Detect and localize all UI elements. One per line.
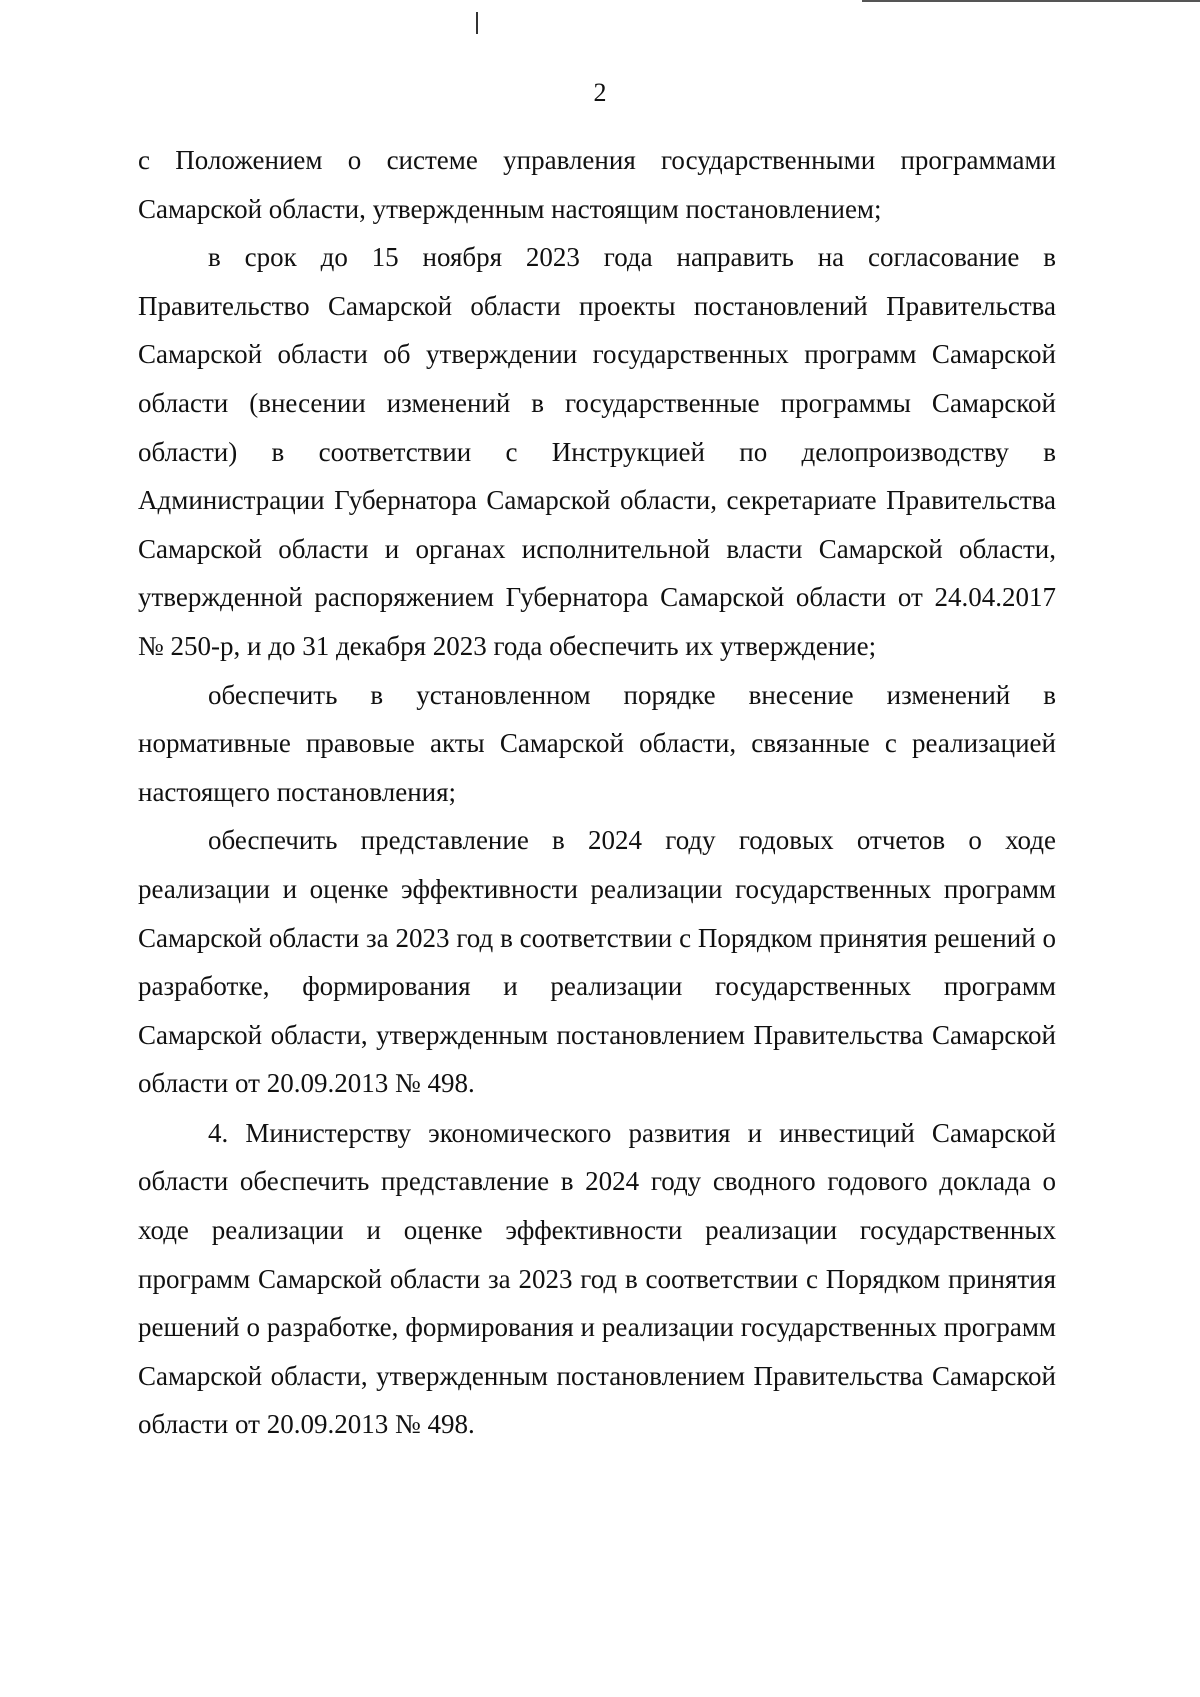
document-body xyxy=(138,136,1056,1449)
paragraph-continuation: с Положением о системе управления государственными программами Самарской области, утвержденным настоящим постановлением; xyxy=(138,145,1056,224)
page-number: 2 xyxy=(593,78,607,107)
paragraph-submission-deadline: в срок до 15 ноября 2023 года направить на согласование в Правительство Самарской области проекты постановлений Правительства Самарской области об утверждении государственных программ Самарской области (внесении изменений в государственные программы Самарской области) в соответствии с Инструкцией по делопроизводству в Администрации Губернатора Самарской области, секретариате Правительства Самарской области и органах исполнительной власти Самарской области, утвержденной распоряжением Губернатора Самарской области от 24.04.2017 № 250-р, и до 31 декабря 2023 года обеспечить их утверждение; xyxy=(138,242,1056,661)
paragraph-annual-reports: обеспечить представление в 2024 году годовых отчетов о ходе реализации и оценке эффективности реализации государственных программ Самарской области за 2023 год в соответствии с Порядком принятия решений о разработке, формирования и реализации государственных программ Самарской области, утвержденным постановлением Правительства Самарской области от 20.09.2013 № 498. xyxy=(138,825,1056,1099)
paragraph-item-4: 4. Министерству экономического развития и инвестиций Самарской области обеспечить представление в 2024 году сводного годового доклада о ходе реализации и оценке эффективности реализации государственных программ Самарской области за 2023 год в соответствии с Порядком принятия решений о разработке, формирования и реализации государственных программ Самарской области, утвержденным постановлением Правительства Самарской области от 20.09.2013 № 498. xyxy=(138,1117,1056,1440)
scan-mark xyxy=(476,12,478,34)
scan-edge-line xyxy=(862,0,1200,2)
paragraph-amend-acts: обеспечить в установленном порядке внесение изменений в нормативные правовые акты Самарской области, связанные с реализацией настоящего постановления; xyxy=(138,679,1056,807)
